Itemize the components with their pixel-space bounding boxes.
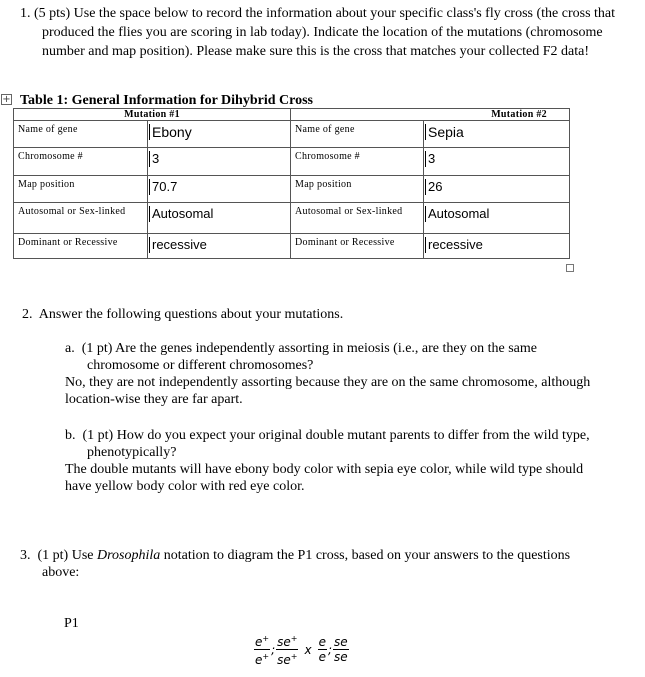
mutation-1-value[interactable] [148, 176, 291, 203]
general-info-table [13, 108, 570, 259]
mutation-1-label: Autosomal or Sex-linked [14, 203, 148, 234]
mutation-2-label: Dominant or Recessive [291, 234, 424, 259]
table-row-gene-name [14, 121, 570, 148]
mutation-2-label: Name of gene [291, 121, 424, 148]
question-3-text-after: notation to diagram the P1 cross, based on your answers to the questions above: [42, 548, 571, 580]
table-expand-icon[interactable]: + [2, 94, 11, 105]
parent1-gene-e [254, 632, 270, 667]
question-3-text [20, 547, 580, 581]
question-3-text-before: (1 pt) Use [37, 548, 97, 563]
mutation-1-value[interactable] [148, 203, 291, 234]
question-2b-prompt [65, 427, 605, 461]
question-2a [65, 340, 605, 408]
parent1-se-top [276, 632, 298, 650]
allele-sup: + [290, 652, 298, 661]
mutation-2-label: Chromosome # [291, 148, 424, 176]
value-text: recessive [149, 237, 207, 253]
mutation-1-label: Map position [14, 176, 148, 203]
parent2-se-bottom: se [334, 650, 348, 664]
question-1-body: (5 pts) Use the space below to record the information about your specific class's fly cross (the cross that produced the flies you are scoring in lab today). Indicate the location of the mutations (chromosome number and map position). Please make sure this is the cross that matches your collected F2 data! [34, 6, 616, 59]
table-row-dominance [14, 234, 570, 259]
cross-symbol: x [304, 642, 312, 657]
mutation-2-value[interactable] [424, 121, 570, 148]
p1-label: P1 [64, 616, 79, 631]
separator: ; [271, 642, 276, 657]
table-row-map-position [14, 176, 570, 203]
mutation-1-label: Dominant or Recessive [14, 234, 148, 259]
value-text: 3 [425, 151, 435, 167]
parent2-e-top: e [318, 635, 326, 649]
question-2b [65, 427, 605, 495]
allele-text: se [277, 635, 291, 649]
parent1-e-top [254, 632, 270, 650]
question-2a-label: a. [65, 341, 75, 356]
parent2-gene-se [333, 635, 349, 664]
question-2b-answer[interactable]: The double mutants will have ebony body color with sepia eye color, while wild type should have yellow body color with red eye color. [65, 462, 584, 494]
value-text: Ebony [149, 124, 192, 140]
mutation-1-label: Name of gene [14, 121, 148, 148]
parent2-e-bottom: e [318, 650, 326, 664]
allele-text: e [255, 635, 263, 649]
mutation-1-header: Mutation #1 [14, 109, 291, 121]
value-text: Autosomal [425, 206, 489, 222]
value-text: 70.7 [149, 179, 177, 195]
value-text: 26 [425, 179, 442, 195]
question-2b-label: b. [65, 428, 76, 443]
question-2a-answer[interactable]: No, they are not independently assorting because they are on the same chromosome, although location-wise they are far apart. [65, 375, 591, 407]
mutation-1-value[interactable] [148, 234, 291, 259]
table-row-autosomal [14, 203, 570, 234]
mutation-1-value[interactable] [148, 121, 291, 148]
question-2-number: 2. [22, 307, 33, 322]
question-2a-text: (1 pt) Are the genes independently assorting in meiosis (i.e., are they on the same chromosome or different chromosomes? [81, 341, 537, 373]
question-2a-prompt [65, 340, 605, 374]
question-2 [22, 305, 343, 324]
separator: ; [327, 642, 333, 657]
question-1-text [20, 4, 620, 61]
allele-sup: + [290, 634, 298, 643]
table-title: Table 1: General Information for Dihybrid Cross [20, 93, 313, 108]
allele-sup: + [262, 652, 270, 661]
mutation-2-label: Autosomal or Sex-linked [291, 203, 424, 234]
question-3-number: 3. [20, 548, 31, 563]
p1-cross-diagram[interactable] [254, 632, 349, 667]
value-text: Autosomal [149, 206, 213, 222]
question-2b-text: (1 pt) How do you expect your original double mutant parents to differ from the wild type, phenotypically? [82, 428, 590, 460]
mutation-2-value[interactable] [424, 234, 570, 259]
allele-text: se [277, 653, 291, 667]
mutation-1-label: Chromosome # [14, 148, 148, 176]
mutation-2-header: Mutation #2 [291, 109, 570, 121]
parent1-gene-se [276, 632, 298, 667]
table-header-row [14, 109, 570, 121]
mutation-1-value[interactable] [148, 148, 291, 176]
question-3-text-italic: Drosophila [97, 548, 161, 563]
question-3 [20, 547, 580, 581]
mutation-2-label: Map position [291, 176, 424, 203]
table-row-chromosome [14, 148, 570, 176]
parent1-se-bottom [276, 650, 298, 667]
mutation-2-value[interactable] [424, 203, 570, 234]
question-1 [20, 4, 620, 61]
value-text: recessive [425, 237, 483, 253]
table-resize-handle[interactable] [566, 264, 574, 272]
allele-sup: + [262, 634, 270, 643]
question-1-number: 1. [20, 6, 31, 21]
value-text: 3 [149, 151, 159, 167]
mutation-2-value[interactable] [424, 148, 570, 176]
allele-text: e [255, 653, 263, 667]
question-2-text: Answer the following questions about your mutations. [38, 307, 344, 322]
parent2-se-top: se [334, 635, 348, 649]
parent2-gene-e [318, 635, 327, 664]
value-text: Sepia [425, 124, 464, 140]
mutation-2-value[interactable] [424, 176, 570, 203]
parent1-e-bottom [254, 650, 270, 667]
